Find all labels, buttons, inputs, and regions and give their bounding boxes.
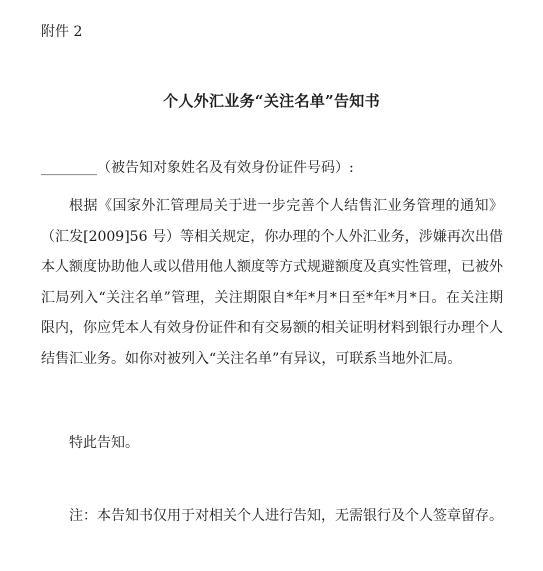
addressee-blank: ________ [41,160,97,176]
attachment-label: 附件 2 [41,24,83,40]
footnote: 注：本告知书仅用于对相关个人进行告知，无需银行及个人签章留存。 [69,508,503,524]
body-paragraph: 根据《国家外汇管理局关于进一步完善个人结售汇业务管理的通知》（汇发[2009]56 号）等相关规定，你办理的个人外汇业务，涉嫌再次出借本人额度协助他人或以借用他人额度等方式规避额度及真实性管理，已被外汇局列入“关注名单”管理，关注期限自*年*月*日至*年*月*日。在关注期限内，你应凭本人有效身份证件和有交易额的相关证明材料到银行办理个人结售汇业务。如你对被列入“关注名单”有异议，可联系当地外汇局。 [41,198,503,367]
addressee-line [41,158,354,178]
document-title: 个人外汇业务“关注名单”告知书 [163,92,380,110]
addressee-text: （被告知对象姓名及有效身份证件号码）: [97,160,354,176]
closing-text: 特此告知。 [69,435,139,451]
